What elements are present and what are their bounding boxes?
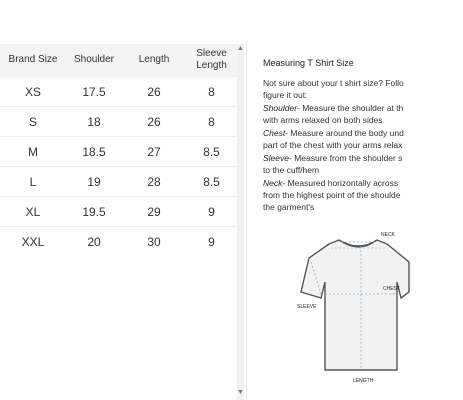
guide-chest [263, 127, 463, 139]
measuring-guide-panel [247, 44, 404, 400]
cell-sleeve: 9 [186, 197, 237, 227]
cell-size: XS [0, 77, 66, 107]
cell-size: XXL [0, 227, 66, 257]
table-scrollbar[interactable] [237, 44, 244, 400]
cell-length: 27 [122, 137, 186, 167]
header-length: Length [122, 44, 186, 77]
cell-sleeve: 9 [186, 227, 237, 257]
chest-term: Chest [263, 128, 286, 138]
tshirt-diagram [299, 232, 409, 392]
scroll-up-icon[interactable]: ▲ [237, 45, 244, 52]
neck-text: - Measured horizontally across [282, 178, 399, 188]
guide-sleeve [263, 152, 463, 164]
cell-sleeve: 8 [186, 77, 237, 107]
cell-shoulder: 18.5 [66, 137, 122, 167]
cell-length: 28 [122, 167, 186, 197]
cell-shoulder: 17.5 [66, 77, 122, 107]
table-row [0, 197, 237, 227]
header-sleeve-length: Sleeve Length [186, 44, 237, 77]
cell-length: 26 [122, 77, 186, 107]
sleeve-term: Sleeve [263, 153, 289, 163]
cell-shoulder: 18 [66, 107, 122, 137]
cell-sleeve: 8.5 [186, 137, 237, 167]
chest-text: - Measure around the body und [285, 128, 404, 138]
guide-shoulder [263, 102, 463, 114]
cell-shoulder: 20 [66, 227, 122, 257]
guide-chest-cont: part of the chest with your arms relax [263, 140, 403, 150]
cell-sleeve: 8 [186, 107, 237, 137]
guide-shoulder-cont: with arms relaxed on both sides [263, 115, 383, 125]
shoulder-term: Shoulder [263, 103, 298, 113]
guide-neck-cont: from the highest point of the shoulde [263, 190, 401, 200]
chest-label: CHEST [383, 286, 400, 292]
table-row [0, 77, 237, 107]
guide-neck [263, 177, 463, 189]
table-row [0, 137, 237, 167]
cell-size: XL [0, 197, 66, 227]
header-brand-size: Brand Size [0, 44, 66, 77]
guide-sleeve-cont: to the cuff/hem [263, 165, 320, 175]
cell-size: L [0, 167, 66, 197]
cell-shoulder: 19 [66, 167, 122, 197]
sleeve-label: SLEEVE [297, 304, 317, 310]
cell-length: 26 [122, 107, 186, 137]
neck-term: Neck [263, 178, 283, 188]
scroll-down-icon[interactable]: ▼ [237, 389, 244, 396]
size-table-header-row [0, 44, 237, 77]
shoulder-text: - Measure the shoulder at th [297, 103, 404, 113]
cell-size: S [0, 107, 66, 137]
guide-title: Measuring T Shirt Size [263, 58, 354, 68]
table-row [0, 167, 237, 197]
guide-neck-cont-2: the garment's [263, 202, 315, 212]
tshirt-outline [301, 240, 409, 370]
header-shoulder: Shoulder [66, 44, 122, 77]
cell-size: M [0, 137, 66, 167]
cell-shoulder: 19.5 [66, 197, 122, 227]
table-row [0, 227, 237, 257]
guide-intro: Not sure about your t shirt size? Follo [263, 78, 404, 88]
neck-label: NECK [381, 232, 395, 238]
sleeve-text: - Measure from the shoulder s [289, 153, 403, 163]
cell-sleeve: 8.5 [186, 167, 237, 197]
cell-length: 30 [122, 227, 186, 257]
guide-intro-cont: figure it out: [263, 90, 308, 100]
cell-length: 29 [122, 197, 186, 227]
table-row [0, 107, 237, 137]
size-table [0, 44, 237, 256]
length-label: LENGTH [353, 378, 374, 384]
